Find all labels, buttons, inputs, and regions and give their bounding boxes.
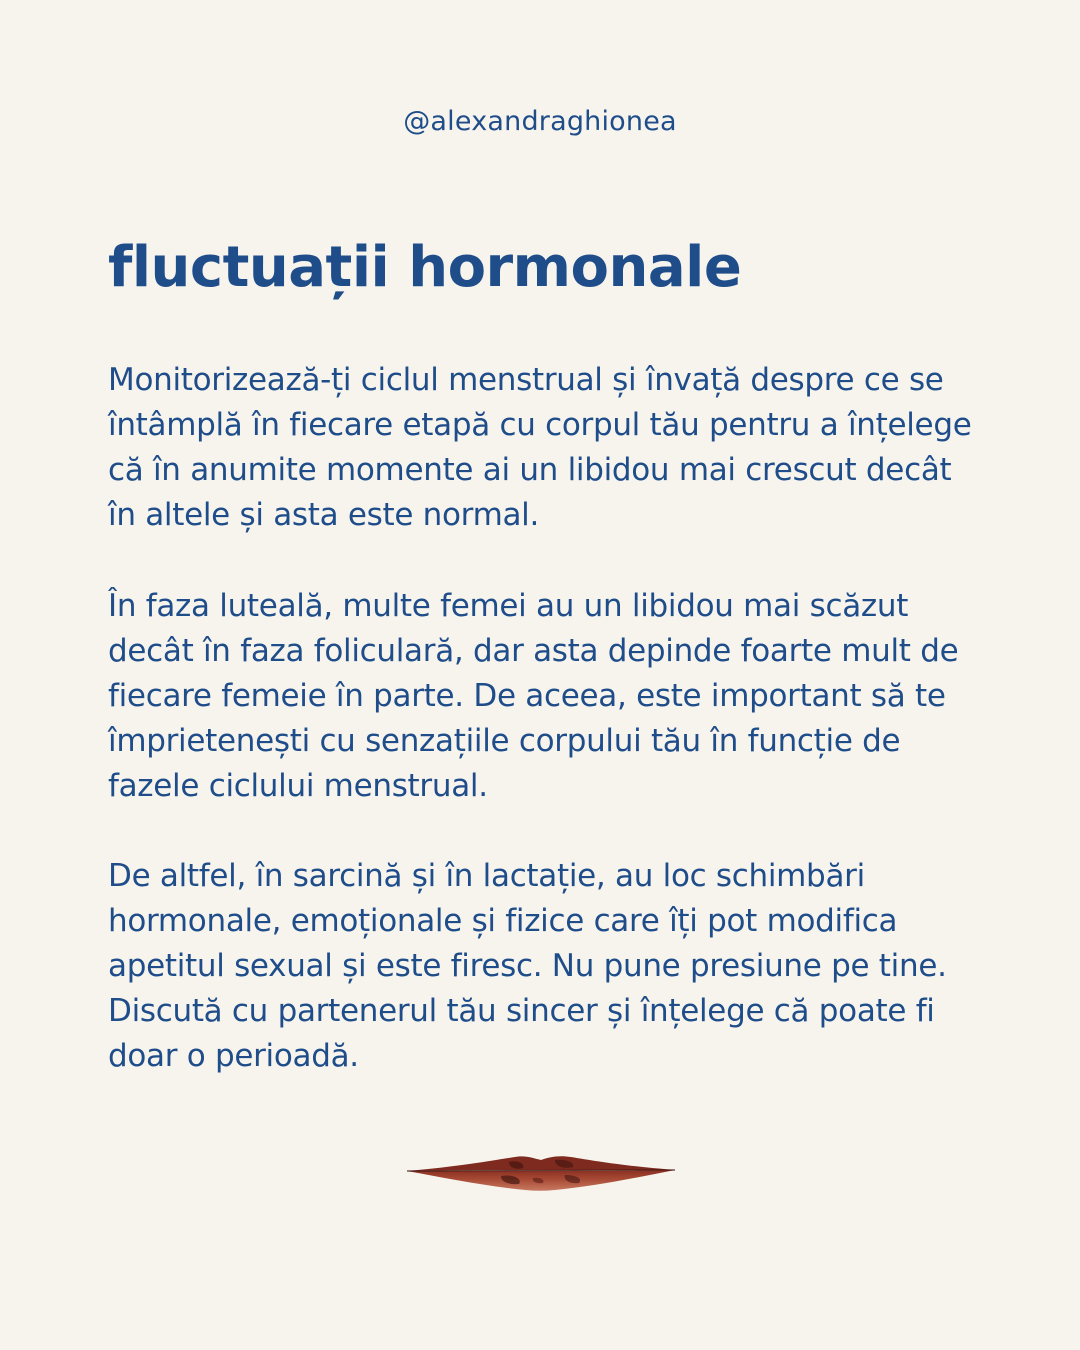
paragraph-luteal-phase: În faza luteală, multe femei au un libidou mai scăzut decât în faza foliculară, dar asta depinde foarte mult de fiecare femeie în parte. De aceea, este important să te împrietenești cu senzațiile corpului tău în funcție de fazele ciclului menstrual.	[108, 588, 959, 804]
lips-icon	[405, 1148, 677, 1196]
page-title: fluctuații hormonale	[108, 235, 742, 300]
paragraph-cycle-tracking: Monitorizează-ți ciclul menstrual și învață despre ce se întâmplă în fiecare etapă cu corpul tău pentru a înțelege că în anumite momente ai un libidou mai crescut decât în altele și asta este normal.	[108, 362, 972, 533]
paragraph-pregnancy-lactation: De altfel, în sarcină și în lactație, au loc schimbări hormonale, emoționale și fizice care îți pot modifica apetitul sexual și este firesc. Nu pune presiune pe tine. Discută cu partenerul tău sincer și înțelege că poate fi doar o perioadă.	[108, 858, 947, 1074]
account-handle: @alexandraghionea	[403, 106, 677, 137]
